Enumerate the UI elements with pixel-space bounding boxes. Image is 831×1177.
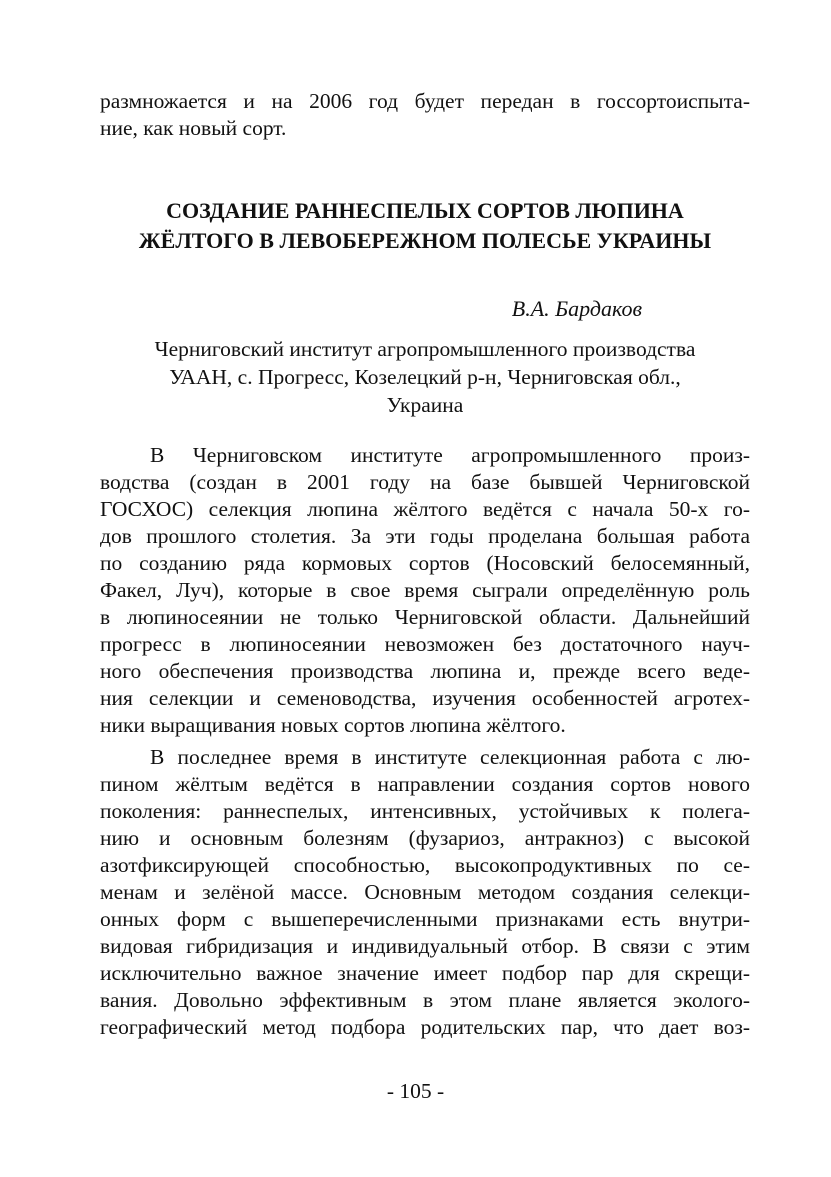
affiliation-line: Украина — [386, 393, 464, 417]
text-line: видовая гибридизация и индивидуальный отбор. В связи с этим — [100, 934, 750, 958]
text-line: ГОСХОС) селекция люпина жёлтого ведётся с начала 50-х го- — [100, 497, 750, 521]
page-content — [100, 88, 750, 1041]
text-line: В Черниговском институте агропромышленного произ- — [150, 443, 750, 467]
text-line: исключительно важное значение имеет подбор пар для скрещи- — [100, 961, 750, 985]
affiliation — [100, 335, 750, 419]
title-line: ЖЁЛТОГО В ЛЕВОБЕРЕЖНОМ ПОЛЕСЬЕ УКРАИНЫ — [138, 228, 712, 253]
text-line: ники выращивания новых сортов люпина жёлтого. — [100, 713, 566, 737]
affiliation-line: Черниговский институт агропромышленного производства — [154, 337, 696, 361]
article-title — [100, 196, 750, 256]
text-line: В последнее время в институте селекционная работа с лю- — [150, 745, 750, 769]
text-line: прогресс в люпиносеянии невозможен без достаточного науч- — [100, 632, 750, 656]
text-line: нию и основным болезням (фузариоз, антракноз) с высокой — [100, 826, 750, 850]
text-line: в люпиносеянии не только Черниговской области. Дальнейший — [100, 605, 750, 629]
text-line: ние, как новый сорт. — [100, 116, 287, 140]
text-line: вания. Довольно эффективным в этом плане является эколого- — [100, 988, 750, 1012]
text-line: размножается и на 2006 год будет передан в госсортоиспыта- — [100, 89, 750, 113]
author-name: В.А. Бардаков — [511, 296, 642, 321]
text-line: онных форм с вышеперечисленными признаками есть внутри- — [100, 907, 750, 931]
affiliation-line: УААН, с. Прогресс, Козелецкий р-н, Черниговская обл., — [169, 365, 681, 389]
page-number: - 105 - — [386, 1079, 445, 1103]
title-line: СОЗДАНИЕ РАННЕСПЕЛЫХ СОРТОВ ЛЮПИНА — [166, 198, 684, 223]
text-line: ния селекции и семеноводства, изучения особенностей агротех- — [100, 686, 750, 710]
text-line: дов прошлого столетия. За эти годы проделана большая работа — [100, 524, 750, 548]
text-line: Факел, Луч), которые в свое время сыграли определённую роль — [100, 578, 750, 602]
text-line: водства (создан в 2001 году на базе бывшей Черниговской — [100, 470, 750, 494]
intro-text — [100, 88, 750, 142]
text-line: пином жёлтым ведётся в направлении создания сортов нового — [100, 772, 750, 796]
text-line: азотфиксирующей способностью, высокопродуктивных по се- — [100, 853, 750, 877]
paragraph-2 — [100, 744, 750, 1041]
text-line: по созданию ряда кормовых сортов (Носовский белосемянный, — [100, 551, 750, 575]
text-line: поколения: раннеспелых, интенсивных, устойчивых к полега- — [100, 799, 750, 823]
text-line: географический метод подбора родительских пар, что дает воз- — [100, 1015, 750, 1039]
text-line: ного обеспечения производства люпина и, прежде всего веде- — [100, 659, 750, 683]
paragraph-1 — [100, 442, 750, 739]
text-line: менам и зелёной массе. Основным методом создания селекци- — [100, 880, 750, 904]
